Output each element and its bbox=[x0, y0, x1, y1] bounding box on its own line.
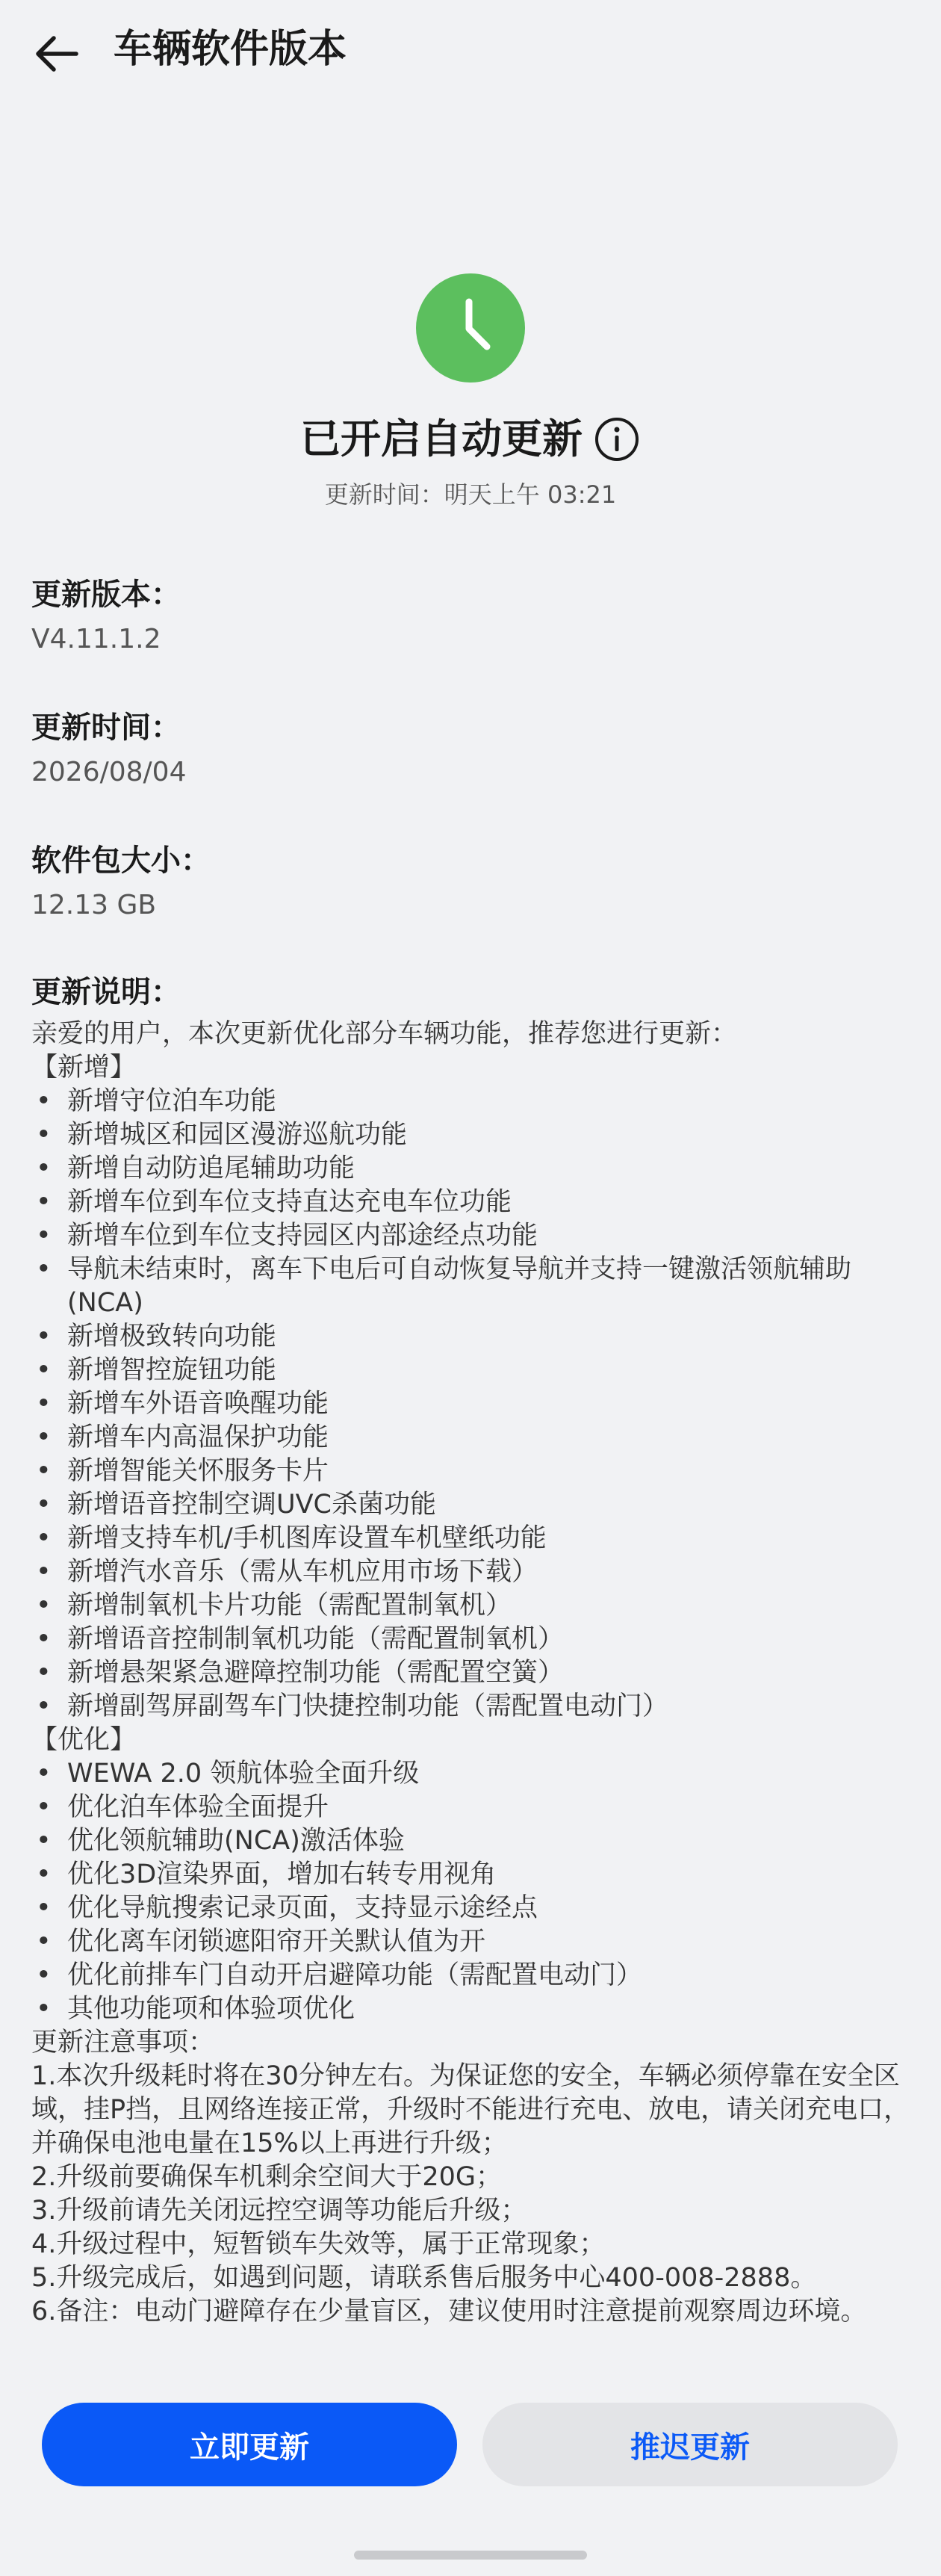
status-update-time: 更新时间：明天上午 03:21 bbox=[324, 480, 617, 509]
package-size-label: 软件包大小： bbox=[31, 843, 211, 878]
bullet-dot: • bbox=[36, 1792, 52, 1822]
bullet-dot: • bbox=[36, 1254, 52, 1284]
bullet-dot: • bbox=[36, 1422, 52, 1452]
list-item bbox=[31, 1892, 913, 1925]
list-item bbox=[31, 1757, 913, 1791]
app-header bbox=[0, 0, 941, 105]
list-item bbox=[31, 1925, 913, 1959]
postpone-button[interactable]: 推迟更新 bbox=[482, 2403, 898, 2486]
bullet-dot: • bbox=[36, 1120, 52, 1150]
list-item bbox=[31, 1253, 913, 1320]
clock-icon bbox=[416, 273, 525, 383]
version-value: V4.11.1.2 bbox=[31, 624, 161, 654]
list-item bbox=[31, 1488, 913, 1522]
bullet-dot: • bbox=[36, 1322, 52, 1352]
list-item bbox=[31, 1118, 913, 1152]
list-item-text: 新增汽水音乐（需从车机应用市场下载） bbox=[67, 1557, 538, 1587]
bullet-dot: • bbox=[36, 1860, 52, 1889]
list-item-text: 新增制氧机卡片功能（需配置制氧机） bbox=[67, 1591, 512, 1620]
list-item-text: WEWA 2.0 领航体验全面升级 bbox=[67, 1759, 420, 1789]
back-button[interactable] bbox=[30, 27, 84, 81]
bullet-dot: • bbox=[36, 1086, 52, 1116]
caution-list bbox=[31, 2060, 913, 2329]
bullet-dot: • bbox=[36, 1960, 52, 1990]
list-item bbox=[31, 1085, 913, 1118]
status-title-row bbox=[0, 408, 941, 471]
list-item-text: 其他功能项和体验项优化 bbox=[67, 1994, 355, 2024]
bullet-dot: • bbox=[36, 1624, 52, 1654]
update-date-label: 更新时间： bbox=[31, 710, 181, 745]
bullet-dot: • bbox=[36, 1154, 52, 1183]
package-size-value: 12.13 GB bbox=[31, 890, 157, 920]
list-item-text: 新增副驾屏副驾车门快捷控制功能（需配置电动门） bbox=[67, 1691, 669, 1721]
list-item-text: 新增智控旋钮功能 bbox=[67, 1355, 277, 1385]
list-item-text: 新增城区和园区漫游巡航功能 bbox=[67, 1120, 408, 1150]
list-item bbox=[31, 1219, 913, 1253]
info-icon bbox=[593, 415, 641, 463]
release-notes-intro: 亲爱的用户，本次更新优化部分车辆功能，推荐您进行更新： bbox=[31, 1019, 738, 1049]
list-item bbox=[31, 1354, 913, 1387]
caution-heading: 更新注意事项： bbox=[31, 2028, 215, 2058]
list-item bbox=[31, 1656, 913, 1690]
bullet-dot: • bbox=[36, 1557, 52, 1587]
bullet-dot: • bbox=[36, 1893, 52, 1923]
status-title: 已开启自动更新 bbox=[300, 415, 583, 462]
list-item-text: 优化导航搜索记录页面，支持显示途经点 bbox=[67, 1893, 538, 1923]
optimizations-list bbox=[31, 1757, 913, 2026]
list-item-text: 优化泊车体验全面提升 bbox=[67, 1792, 329, 1822]
list-item bbox=[31, 1455, 913, 1488]
list-item-text: 新增支持车机/手机图库设置车机壁纸功能 bbox=[67, 1523, 547, 1553]
list-item bbox=[31, 1824, 913, 1858]
caution-item: 4.升级过程中，短暂锁车失效等，属于正常现象； bbox=[31, 2229, 606, 2259]
list-item bbox=[31, 1791, 913, 1824]
bullet-dot: • bbox=[36, 1456, 52, 1486]
package-size-section bbox=[31, 840, 913, 925]
new-features-list bbox=[31, 1085, 913, 1724]
list-item-text: 优化3D渲染界面，增加右转专用视角 bbox=[67, 1860, 497, 1889]
list-item bbox=[31, 1421, 913, 1455]
list-item-text: 新增车位到车位支持园区内部途经点功能 bbox=[67, 1221, 538, 1251]
list-item-text: 新增智能关怀服务卡片 bbox=[67, 1456, 329, 1486]
list-item bbox=[31, 1589, 913, 1623]
home-indicator[interactable] bbox=[354, 2551, 587, 2560]
release-notes-label: 更新说明： bbox=[31, 975, 181, 1009]
info-button[interactable] bbox=[593, 415, 641, 463]
bullet-dot: • bbox=[36, 1927, 52, 1957]
update-now-button[interactable]: 立即更新 bbox=[42, 2403, 457, 2486]
bullet-dot: • bbox=[36, 1658, 52, 1688]
bullet-dot: • bbox=[36, 1994, 52, 2024]
page-title: 车辆软件版本 bbox=[114, 27, 347, 72]
list-item-text: 优化离车闭锁遮阳帘开关默认值为开 bbox=[67, 1927, 486, 1957]
release-notes bbox=[31, 971, 913, 2329]
list-item-text: 新增车位到车位支持直达充电车位功能 bbox=[67, 1187, 512, 1217]
list-item-text: 导航未结束时，离车下电后可自动恢复导航并支持一键激活领航辅助(NCA) bbox=[67, 1254, 852, 1318]
list-item-text: 新增语音控制空调UVC杀菌功能 bbox=[67, 1490, 437, 1520]
list-item bbox=[31, 1555, 913, 1589]
bullet-dot: • bbox=[36, 1187, 52, 1217]
list-item-text: 新增车内高温保护功能 bbox=[67, 1422, 329, 1452]
caution-item: 6.备注：电动门避障存在少量盲区，建议使用时注意提前观察周边环境。 bbox=[31, 2297, 867, 2326]
update-date-section bbox=[31, 707, 913, 792]
list-item bbox=[31, 1690, 913, 1724]
update-date-value: 2026/08/04 bbox=[31, 757, 187, 787]
list-item bbox=[31, 1320, 913, 1354]
bullet-dot: • bbox=[36, 1759, 52, 1789]
list-item bbox=[31, 1152, 913, 1186]
list-item-text: 新增车外语音唤醒功能 bbox=[67, 1389, 329, 1419]
list-item bbox=[31, 1623, 913, 1656]
auto-update-status bbox=[0, 273, 941, 513]
arrow-left-icon bbox=[30, 27, 84, 81]
optimizations-heading: 【优化】 bbox=[31, 1725, 137, 1755]
clock-badge bbox=[416, 273, 525, 383]
bullet-dot: • bbox=[36, 1691, 52, 1721]
bullet-dot: • bbox=[36, 1523, 52, 1553]
bullet-dot: • bbox=[36, 1826, 52, 1856]
list-item-text: 新增自动防追尾辅助功能 bbox=[67, 1154, 355, 1183]
list-item-text: 新增守位泊车功能 bbox=[67, 1086, 277, 1116]
list-item bbox=[31, 1959, 913, 1993]
list-item bbox=[31, 1186, 913, 1219]
bullet-dot: • bbox=[36, 1490, 52, 1520]
caution-item: 5.升级完成后，如遇到问题，请联系售后服务中心400-008-2888。 bbox=[31, 2263, 817, 2293]
list-item bbox=[31, 1522, 913, 1555]
bullet-dot: • bbox=[36, 1221, 52, 1251]
caution-item: 1.本次升级耗时将在30分钟左右。为保证您的安全，车辆必须停靠在安全区域，挂P挡，且网络连接正常，升级时不能进行充电、放电，请关闭充电口，并确保电池电量在15%以上再进行升级； bbox=[31, 2061, 910, 2158]
list-item-text: 新增语音控制制氧机功能（需配置制氧机） bbox=[67, 1624, 565, 1654]
list-item bbox=[31, 1387, 913, 1421]
list-item-text: 优化领航辅助(NCA)激活体验 bbox=[67, 1826, 405, 1856]
version-label: 更新版本： bbox=[31, 578, 181, 612]
bullet-dot: • bbox=[36, 1591, 52, 1620]
list-item bbox=[31, 1858, 913, 1892]
new-features-heading: 【新增】 bbox=[31, 1053, 137, 1083]
version-section bbox=[31, 574, 913, 659]
caution-item: 2.升级前要确保车机剩余空间大于20G； bbox=[31, 2162, 503, 2192]
caution-item: 3.升级前请先关闭远控空调等功能后升级； bbox=[31, 2196, 527, 2226]
list-item-text: 新增悬架紧急避障控制功能（需配置空簧） bbox=[67, 1658, 565, 1688]
list-item-text: 优化前排车门自动开启避障功能（需配置电动门） bbox=[67, 1960, 643, 1990]
list-item bbox=[31, 1993, 913, 2026]
bullet-dot: • bbox=[36, 1389, 52, 1419]
list-item-text: 新增极致转向功能 bbox=[67, 1322, 277, 1352]
bullet-dot: • bbox=[36, 1355, 52, 1385]
